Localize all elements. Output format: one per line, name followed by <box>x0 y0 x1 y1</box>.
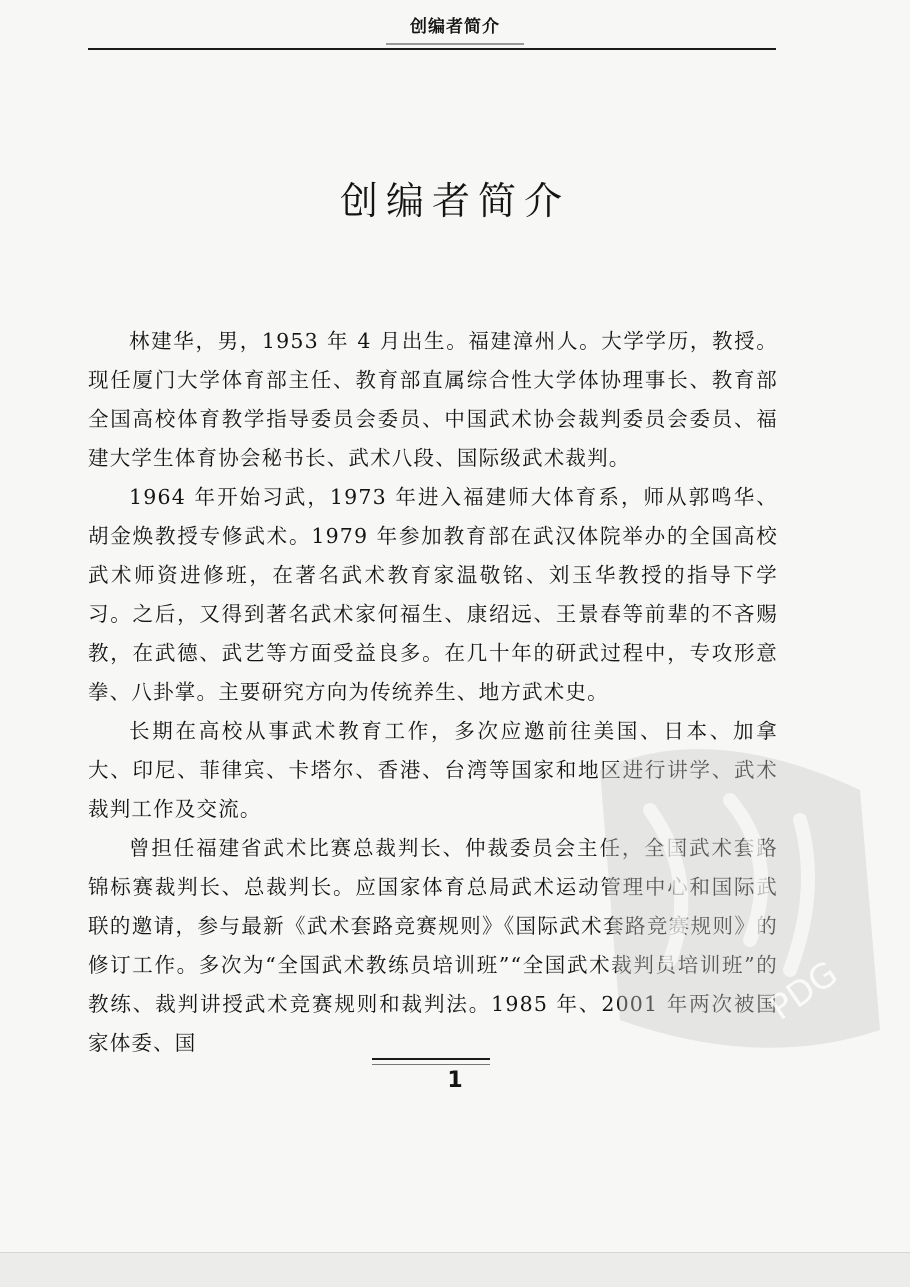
scan-bottom-strip <box>0 1252 910 1287</box>
running-header <box>0 12 910 45</box>
page-title: 创编者简介 <box>339 179 570 223</box>
paragraph: 曾担任福建省武术比赛总裁判长、仲裁委员会主任，全国武术套路锦标赛裁判长、总裁判长。应国家体育总局武术运动管理中心和国际武联的邀请，参与最新《武术套路竞赛规则》《国际武术套路竞赛规则》的修订工作。多次为“全国武术教练员培训班”“全国武术裁判员培训班”的教练、裁判讲授武术竞赛规则和裁判法。1985 年、2001 年两次被国家体委、国 <box>88 836 778 1055</box>
footer-rule <box>372 1058 490 1060</box>
body-text <box>88 322 778 1063</box>
running-header-underline <box>386 43 524 45</box>
page-number: 1 <box>447 1068 463 1093</box>
paragraph: 1964 年开始习武，1973 年进入福建师大体育系，师从郭鸣华、胡金焕教授专修武术。1979 年参加教育部在武汉体院举办的全国高校武术师资进修班，在著名武术教育家温敬铭、刘玉华教授的指导下学习。之后，又得到著名武术家何福生、康绍远、王景春等前辈的不吝赐教，在武德、武艺等方面受益良多。在几十年的研武过程中，专攻形意拳、八卦掌。主要研究方向为传统养生、地方武术史。 <box>88 485 778 704</box>
bleed-through-line <box>100 84 800 110</box>
running-header-text: 创编者简介 <box>410 17 500 37</box>
header-rule <box>88 48 776 50</box>
footer-rule-thin <box>372 1064 490 1065</box>
watermark-label: PDG <box>762 953 846 1029</box>
paragraph: 林建华，男，1953 年 4 月出生。福建漳州人。大学学历，教授。现任厦门大学体育部主任、教育部直属综合性大学体协理事长、教育部全国高校体育教学指导委员会委员、中国武术协会裁判委员会委员、福建大学生体育协会秘书长、武术八段、国际级武术裁判。 <box>88 329 778 470</box>
paragraph: 长期在高校从事武术教育工作，多次应邀前往美国、日本、加拿大、印尼、菲律宾、卡塔尔、香港、台湾等国家和地区进行讲学、武术裁判工作及交流。 <box>88 719 778 821</box>
